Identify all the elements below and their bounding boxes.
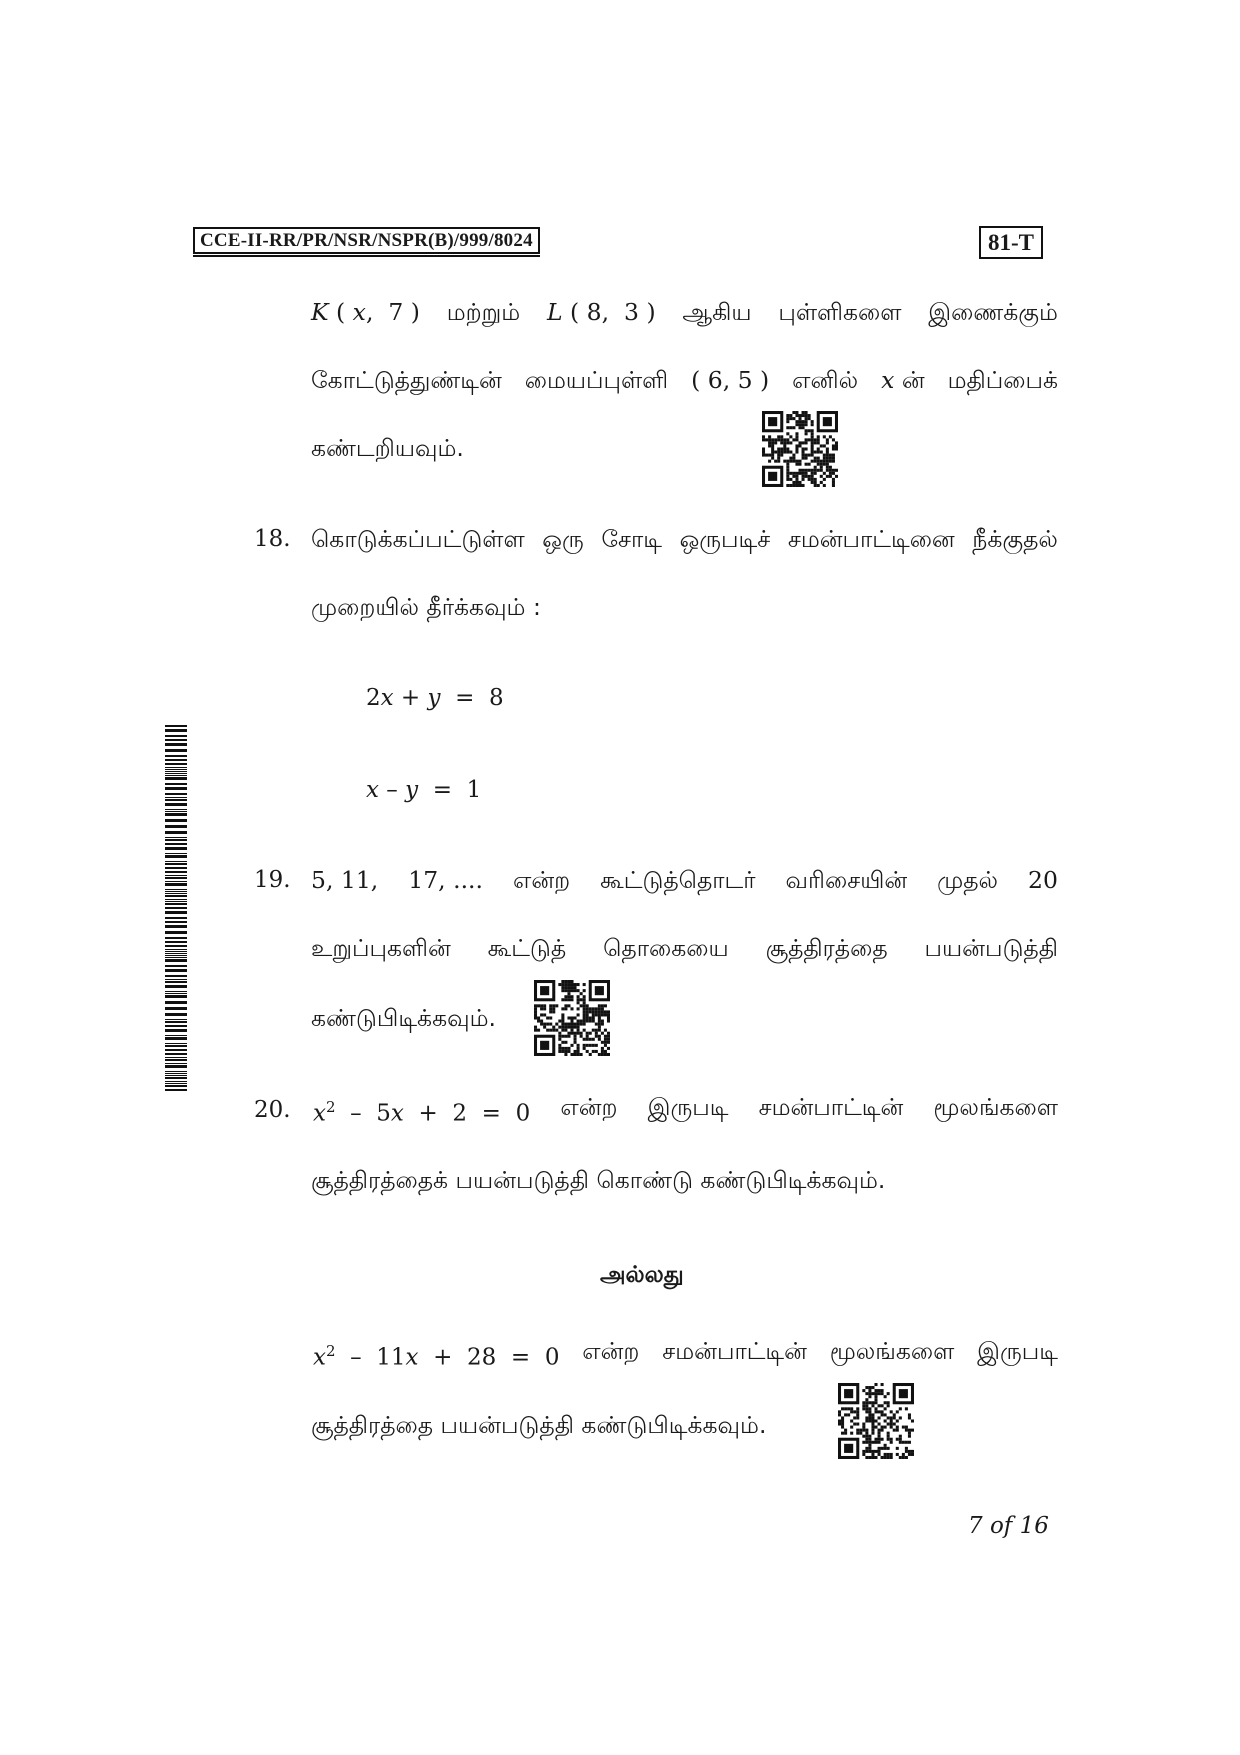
q20-word: இருபடி: [647, 1093, 729, 1121]
q18-equation-1: 2x + y = 8: [366, 685, 504, 711]
q17-midpoint: ( 6, 5 ): [691, 366, 770, 394]
q19-word: கூட்டுத்தொடர்: [600, 866, 756, 894]
q17-word: மற்றும்: [446, 298, 521, 326]
q20-alt-line-1: [313, 1336, 1058, 1373]
q17-line-1: [311, 297, 1058, 327]
q20-alt-word: என்ற: [582, 1337, 640, 1365]
q20-word: சமன்பாட்டின்: [758, 1093, 904, 1121]
q19-word: உறுப்புகளின்: [311, 934, 451, 962]
q20-line-1: [313, 1092, 1058, 1129]
q18-line-1: [311, 524, 1058, 554]
q18-word: சமன்பாட்டினை: [787, 525, 955, 553]
q20-alt-word: இருபடி: [977, 1337, 1058, 1365]
q17-word: மையப்புள்ளி: [524, 366, 669, 394]
qr-code-q17: [762, 411, 838, 487]
q17-word: கோட்டுத்துண்டின்: [311, 366, 502, 394]
or-label: அல்லது: [600, 1262, 684, 1288]
q17-line-2: [311, 365, 1058, 395]
q17-point-l: L ( 8, 3 ): [546, 298, 656, 326]
q20-number: 20.: [254, 1097, 291, 1123]
q19-line-2: [311, 933, 1058, 963]
q19-word: கூட்டுத்: [487, 934, 567, 962]
q19-word: என்ற: [513, 866, 571, 894]
q17-word: புள்ளிகளை: [778, 298, 902, 326]
q20-word: மூலங்களை: [933, 1093, 1058, 1121]
paper-code: 81-T: [979, 226, 1043, 259]
q19-word: பயன்படுத்தி: [924, 934, 1058, 962]
q19-count: 20: [1028, 866, 1058, 894]
q20-alt-word: சமன்பாட்டின்: [662, 1337, 807, 1365]
qr-code-q19: [534, 980, 610, 1056]
qr-code-q20: [838, 1383, 914, 1459]
q19-number: 19.: [254, 867, 291, 893]
q18-word: கொடுக்கப்பட்டுள்ள: [311, 525, 525, 553]
q19-word: சூத்திரத்தை: [765, 934, 888, 962]
q20-line-2: சூத்திரத்தைக் பயன்படுத்தி கொண்டு கண்டுபிடிக்கவும்.: [311, 1166, 886, 1194]
q18-number: 18.: [254, 526, 291, 552]
q20-alt-word: மூலங்களை: [829, 1337, 955, 1365]
q17-line-3: கண்டறியவும்.: [311, 434, 464, 462]
q19-term: 17, ....: [408, 866, 483, 894]
q18-word: ஒரு: [542, 525, 584, 553]
q19-word: தொகையை: [603, 934, 729, 962]
q17-point-k: K ( x, 7 ): [311, 298, 420, 326]
side-barcode: [165, 725, 187, 1092]
q20-alt-equation: $x^2 - 11x + 28 = 0$: [313, 1342, 560, 1371]
q18-equation-2: x – y = 1: [366, 777, 482, 803]
q19-line-3: கண்டுபிடிக்கவும்.: [311, 1004, 496, 1032]
q19-line-1: [311, 865, 1058, 895]
page-number: 7 of 16: [968, 1513, 1049, 1539]
q17-word: ஆகிய: [682, 298, 752, 326]
q17-variable: x: [881, 366, 895, 394]
q17-word: மதிப்பைக்: [947, 366, 1058, 394]
q20-word: என்ற: [560, 1093, 618, 1121]
q19-term: 5, 11,: [311, 866, 379, 894]
q17-word: ன்: [901, 366, 925, 394]
q18-line-2: முறையில் தீர்க்கவும் :: [311, 593, 541, 621]
q17-word: இணைக்கும்: [928, 298, 1058, 326]
q17-word: எனில்: [792, 366, 859, 394]
q20-equation: $x^2 - 5x + 2 = 0$: [313, 1098, 531, 1127]
q19-word: வரிசையின்: [785, 866, 908, 894]
q20-alt-line-2: சூத்திரத்தை பயன்படுத்தி கண்டுபிடிக்கவும்.: [311, 1411, 767, 1439]
q19-word: முதல்: [937, 866, 999, 894]
q18-word: நீக்குதல்: [972, 525, 1058, 553]
exam-code: CCE-II-RR/PR/NSR/NSPR(B)/999/8024: [193, 227, 540, 254]
q18-word: ஒருபடிச்: [679, 525, 771, 553]
q18-word: சோடி: [601, 525, 662, 553]
